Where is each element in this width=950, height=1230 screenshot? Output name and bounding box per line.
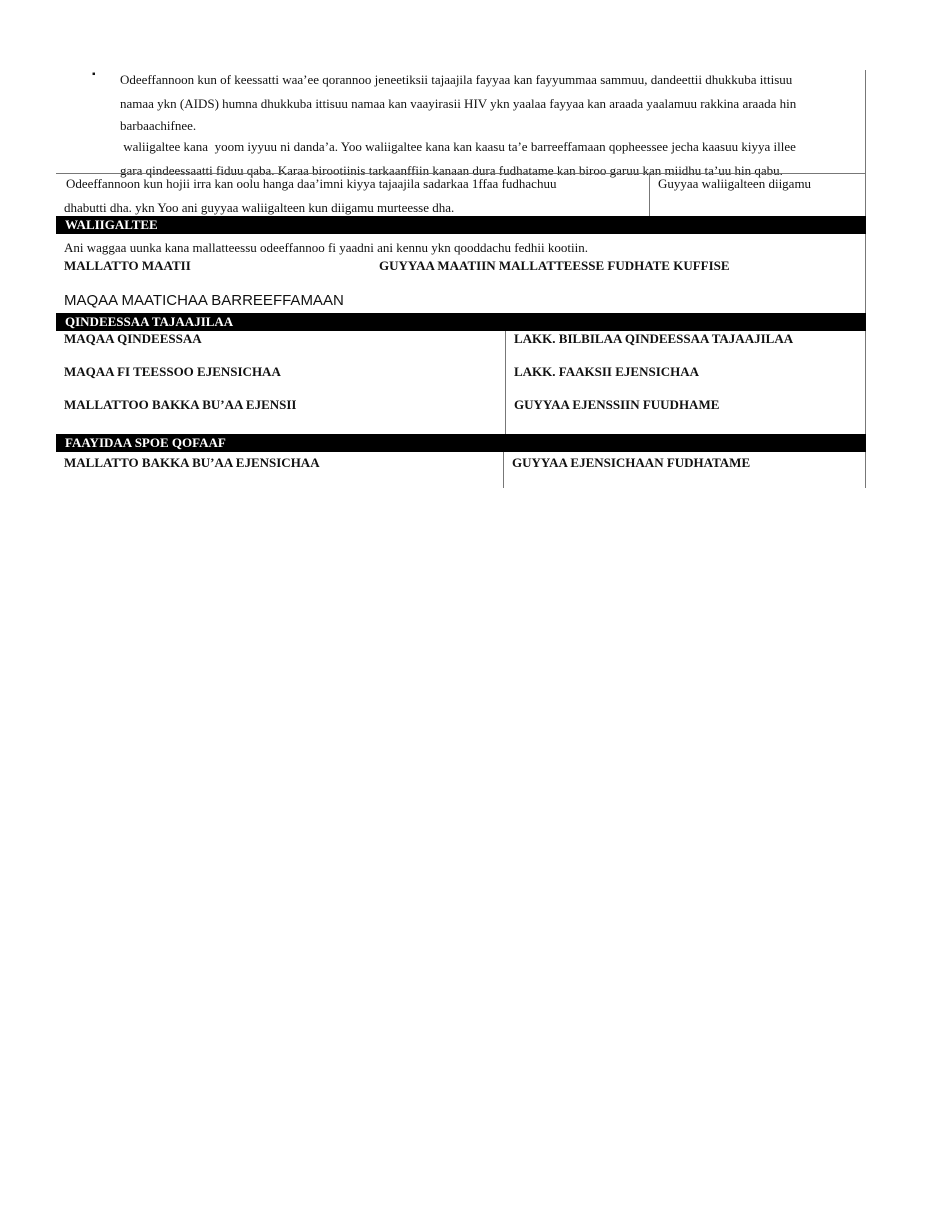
family-name-field[interactable]: MAQAA MAATICHAA BARREEFFAMAAN (64, 292, 344, 309)
column-divider (503, 452, 504, 488)
agency-rep-signature-field[interactable]: MALLATTOO BAKKA BU’AA EJENSII (64, 397, 297, 412)
intro-line: Odeeffannoon kun of keessatti waa’ee qorannoo jeneetiksii tajaajila fayyaa kan fayyummaa sammuu, dandeettii dhukkuba ittisuu (120, 72, 793, 87)
family-signed-date-field[interactable]: GUYYAA MAATIIN MALLATTEESSE FUDHATE KUFFISE (379, 258, 730, 273)
intro-line: gara qindeessaatti fiduu qaba. Karaa birootiinis tarkaanffiin kanaan dura fudhatame kan biroo garuu kan miidhu ta’uu hin qabu. (120, 163, 783, 178)
revocation-terms-cell (56, 174, 650, 216)
family-signature-field[interactable]: MALLATTO MAATII (64, 258, 191, 273)
coordinator-name-field[interactable]: MAQAA QINDEESSAA (64, 331, 202, 346)
form-right-border (865, 70, 866, 488)
revocation-date-field[interactable]: Guyyaa waliigalteen diigamu (658, 176, 812, 191)
agency-fax-field[interactable]: LAKK. FAAKSII EJENSICHAA (514, 364, 700, 379)
column-divider (505, 331, 506, 434)
section-header-label: QINDEESSAA TAJAAJILAA (65, 314, 234, 329)
coordinator-phone-field[interactable]: LAKK. BILBILAA QINDEESSAA TAJAAJILAA (514, 331, 794, 346)
intro-paragraph (120, 68, 862, 184)
agency-accepted-date-field[interactable]: GUYYAA EJENSICHAAN FUDHATAME (512, 455, 751, 470)
section-header-label: FAAYIDAA SPOE QOFAAF (65, 435, 226, 450)
revocation-terms-line1: Odeeffannoon kun hojii irra kan oolu hanga daa’imni kiyya tajaajila sadarkaa 1ffaa fudhachuu (66, 176, 557, 191)
section-header-waliigaltee (56, 216, 866, 234)
revocation-terms-line2: dhabutti dha. ykn Yoo ani guyyaa waliigalteen kun diigamu murteesse dha. (64, 200, 455, 215)
section-header-coordinator (56, 313, 866, 331)
intro-line: namaa ykn (AIDS) humna dhukkuba ittisuu namaa kan vaayirasii HIV ykn yaalaa fayyaa kan araada yaalamuu rakkina araada hin (120, 96, 797, 111)
intro-line: waliigaltee kana yoom iyyuu ni danda’a. Yoo waliigaltee kana kan kaasu ta’e barreeffamaan qopheessee jecha kaasuu kiyya illee (120, 139, 796, 154)
section-header-spoe-use (56, 434, 866, 452)
bullet-marker: ▪ (92, 69, 96, 80)
agency-name-address-field[interactable]: MAQAA FI TEESSOO EJENSICHAA (64, 364, 281, 379)
section-header-label: WALIIGALTEE (65, 217, 158, 232)
agency-rep-signature-spoe-field[interactable]: MALLATTO BAKKA BU’AA EJENSICHAA (64, 455, 320, 470)
consent-statement: Ani waggaa uunka kana mallatteessu odeeffannoo fi yaadni ani kennu ykn qooddachu fedhii kootiin. (64, 240, 588, 255)
agency-received-date-field[interactable]: GUYYAA EJENSSIIN FUUDHAME (514, 397, 720, 412)
revocation-row (56, 173, 866, 216)
intro-line: barbaachifnee. (120, 118, 197, 133)
